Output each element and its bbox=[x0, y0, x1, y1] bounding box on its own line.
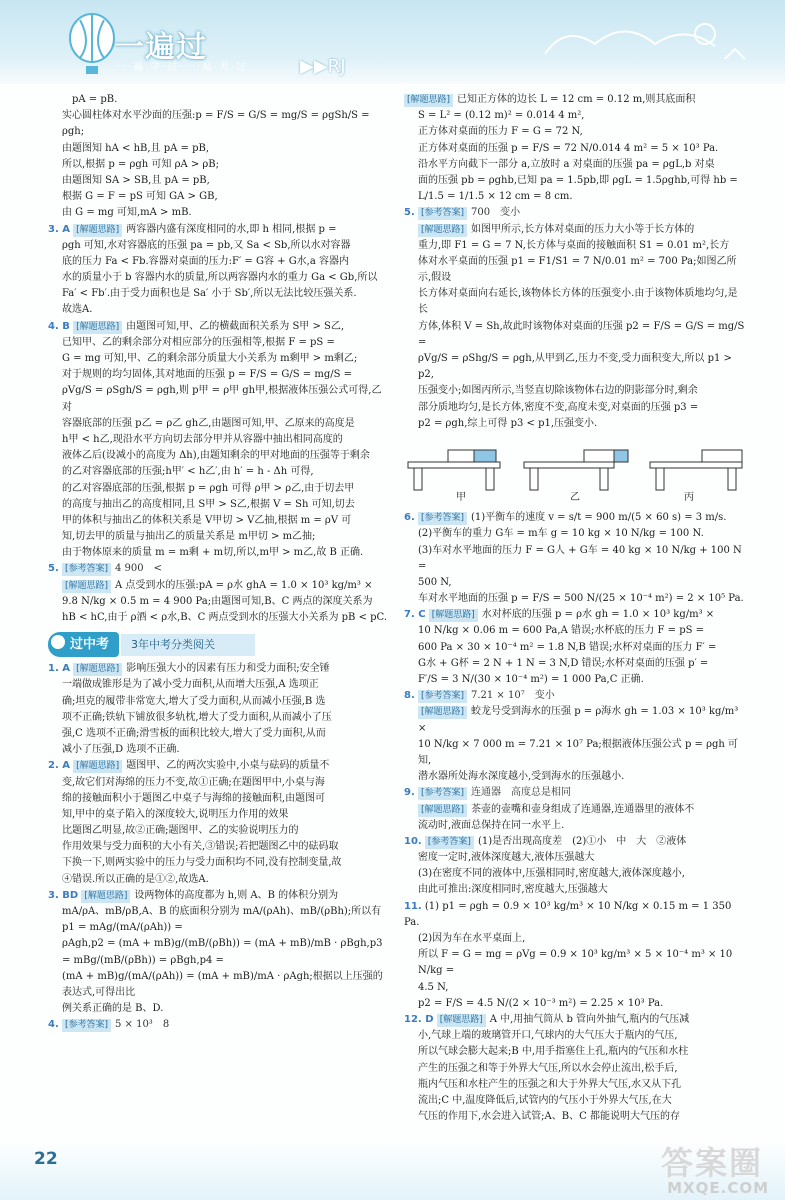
answer-tag: [参考答案] bbox=[418, 690, 467, 703]
text-line: 小,气球上端的玻璃管开口,气球内的大气压大于瓶内的气压, bbox=[418, 1030, 678, 1042]
question-number: 6. bbox=[404, 512, 415, 524]
text-line: 瓶内气压和水柱产生的压强之和大于外界大气压,水又从下孔 bbox=[418, 1078, 682, 1090]
text-line: 流出;C 中,温度降低后,试管内的气压小于外界大气压,在大 bbox=[418, 1094, 672, 1106]
solution-continued bbox=[404, 92, 746, 205]
question-number: 3. A bbox=[48, 223, 70, 235]
question-number: 7. C bbox=[404, 609, 426, 621]
question-number: 10. bbox=[404, 835, 422, 847]
text-line: G水 + G杯 = 2 N + 1 N = 3 N,D 错误;水杯对桌面的压强 p′ = bbox=[418, 657, 709, 669]
text-line: 项不正确;铁轨下铺放很多轨枕,增大了受力面积,从而减小了压 bbox=[62, 711, 332, 723]
figure-label: 甲 bbox=[456, 491, 466, 503]
text-line: 蛟龙号受到海水的压强 p = ρ海水 gh = 1.03 × 10³ kg/m³ × bbox=[418, 706, 739, 734]
solution-tag: [解题思路] bbox=[437, 1014, 486, 1027]
text-line: 已知正方体的边长 L = 12 cm = 0.12 m,则其底面积 bbox=[457, 94, 696, 105]
solution-tag: [解题思路] bbox=[418, 706, 467, 719]
text-line: 设两物体的高度都为 h,则 A、B 的体积分别为 bbox=[134, 889, 339, 901]
text-line: 所以 F = G = mg = ρVg = 0.9 × 10³ kg/m³ × 5 × 10⁻⁴ m³ × 10 N/kg = bbox=[418, 949, 733, 977]
text-line: S = L² = (0.12 m)² = 0.014 4 m², bbox=[418, 110, 585, 122]
text-line: 600 Pa × 30 × 10⁻⁴ m² = 1.8 N,B 错误;水杯对桌面的压力 F′ = bbox=[418, 641, 717, 653]
figure-label: 乙 bbox=[570, 491, 580, 503]
text-line: (1)是否出现高度差 (2)①小 中 大 ②液体 bbox=[477, 835, 687, 847]
text-line: 500 N, bbox=[418, 576, 452, 588]
text-line: 一端做成锥形是为了减小受力面积,从而增大压强,A 选项正 bbox=[62, 679, 319, 691]
text-line: ρVg/S = ρShg/S = ρgh,从甲到乙,压力不变,受力面积变大,所以 p1 > p2, bbox=[418, 353, 732, 381]
question-number: 8. bbox=[404, 690, 415, 702]
brand-subline: 一·遍·学·过·一·遍·考·过 bbox=[116, 62, 249, 73]
question-11 bbox=[404, 899, 746, 1012]
text-line: 已知甲、乙的剩余部分对相应部分的压强相等,根据 F = pS = bbox=[62, 336, 335, 348]
text-line: 液体乙后(设减小的高度为 Δh),由题知剩余的甲对地面的压强等于剩余 bbox=[62, 450, 370, 462]
text-line: 下换一下,则两实验中的压力与受力面积均不同,没有控制变量,故 bbox=[62, 857, 342, 869]
text-line: 产生的压强之和等于外界大气压,所以水会停止流出,松手后, bbox=[418, 1062, 678, 1074]
text-line: A 中,用抽气筒从 b 管向外抽气,瓶内的气压减 bbox=[489, 1013, 690, 1025]
question-number: 3. BD bbox=[48, 889, 79, 901]
answer-tag: [参考答案] bbox=[418, 787, 467, 800]
text-line: 9.8 N/kg × 0.5 m = 4 900 Pa;由题图可知,B、C 两点的深度关系为 bbox=[62, 595, 373, 607]
text-line: 潜水器所处海水深度越小,受到海水的压强越小. bbox=[418, 771, 625, 783]
answer-text: 700 变小 bbox=[470, 207, 521, 219]
text-line: Fa′ < Fb′.由于受力面积也是 Sa′ 小于 Sb′,所以无法比较压强关系. bbox=[62, 288, 357, 300]
text-line: L/1.5 = 1/1.5 × 12 cm = 8 cm. bbox=[418, 191, 573, 203]
question-number: 9. bbox=[404, 787, 415, 799]
text-line: 作用效果与受力面积的大小有关,③错误;若把题图乙中的砝码取 bbox=[62, 841, 339, 853]
text-line: 甲的体积与抽出乙的体积关系是 V甲切 > V乙抽,根据 m = ρV 可 bbox=[62, 514, 352, 526]
text-line: 底的压力 Fa < Fb.容器对桌面的压力:F′ = G容 + G水,a 容器内 bbox=[62, 255, 350, 267]
answer-text: 5 × 10³ 8 bbox=[114, 1019, 170, 1031]
text-line: 减小了压强,D 选项不正确. bbox=[62, 744, 180, 756]
text-line: 两容器内盛有深度相同的水,即 h 相同,根据 p = bbox=[126, 223, 337, 235]
question-number: 1. A bbox=[48, 663, 70, 675]
text-line: 方体,体积 V = Sh,故此时该物体对桌面的压强 p2 = F/S = G/S = mg/S = bbox=[418, 320, 745, 348]
question-number: 4. B bbox=[48, 320, 70, 332]
question-5 bbox=[48, 561, 388, 626]
question-number: 2. A bbox=[48, 760, 70, 772]
text-line: 根据 G = F = pS 可知 GA > GB, bbox=[62, 191, 218, 203]
text-line: 由题图知 SA > SB,且 pA = pB, bbox=[62, 174, 210, 186]
text-line: 重力,即 F1 = G = 7 N,长方体与桌面的接触面积 S1 = 0.01 m²,长方 bbox=[418, 239, 730, 251]
text-line: 10 N/kg × 7 000 m = 7.21 × 10⁷ Pa;根据液体压强公式 p = ρgh 可知, bbox=[418, 738, 738, 766]
text-line: 体对水平桌面的压强 p1 = F1/S1 = 7 N/0.01 m² = 700 Pa;如图乙所示,假设 bbox=[418, 255, 737, 284]
text-line: hB < hC,由于 ρ酒 < ρ水,B、C 两点受到水的压强大小关系为 pB < pC. bbox=[62, 612, 388, 623]
text-line: 面的压强 pb = ρghb,已知 pa = 1.5pb,即 ρgL = 1.5ρghb,可得 hb = bbox=[418, 174, 738, 186]
text-line: 车对水平地面的压强 p = F/S = 500 N/(25 × 10⁻⁴ m²) = 2 × 10⁵ Pa. bbox=[418, 593, 744, 605]
exam-question-4 bbox=[48, 1017, 388, 1033]
solution-tag: [解题思路] bbox=[73, 663, 122, 676]
question-4 bbox=[48, 319, 388, 562]
text-line: 的乙对容器底部的压强;h甲′ < h乙′,由 h′ = h - Δh 可得, bbox=[62, 466, 314, 478]
solution-tag: [解题思路] bbox=[81, 890, 130, 903]
question-9 bbox=[404, 785, 746, 834]
question-8 bbox=[404, 688, 746, 785]
text-line: 沿水平方向截下一部分 a,立放时 a 对桌面的压强 pa = ρgL,b 对桌 bbox=[418, 158, 715, 170]
watermark-url: MXQE.COM bbox=[667, 1179, 769, 1197]
right-column bbox=[404, 92, 746, 1125]
solution-tag: [解题思路] bbox=[73, 321, 122, 334]
text-line: 影响压强大小的因素有压力和受力面积;安全锤 bbox=[126, 663, 330, 675]
text-line: 比题图乙明显,故②正确;题图甲、乙的实验说明压力的 bbox=[62, 825, 299, 837]
text-line: 容器底部的压强 p乙 = ρ乙 gh乙,由题图可知,甲、乙原来的高度是 bbox=[62, 417, 355, 429]
question-number: 5. bbox=[48, 563, 59, 575]
text-line: 由题图知 hA < hB,且 pA = pB, bbox=[62, 142, 210, 154]
text-line: 茶壶的壶嘴和壶身组成了连通器,连通器里的液体不 bbox=[471, 803, 695, 815]
answer-tag: [参考答案] bbox=[418, 207, 467, 220]
text-line: 题图甲、乙的两次实验中,小桌与砝码的质量不 bbox=[126, 760, 330, 772]
text-line: 气压的作用下,水会进入试管;A、B、C 都能说明大气压的存 bbox=[418, 1111, 680, 1123]
watermark-text: 答案圈 bbox=[660, 1144, 763, 1182]
text-line: 10 N/kg × 0.06 m = 600 Pa,A 错误;水杯底的压力 F = pS = bbox=[418, 625, 705, 637]
answer-text: 4 900 < bbox=[114, 563, 162, 575]
text-line: 确;坦克的履带非常宽大,增大了受力面积,从而减小压强,B 选 bbox=[62, 695, 326, 707]
page-number: 22 bbox=[34, 1149, 58, 1169]
text-line: 部分质地均匀,是长方体,密度不变,高度未变,对桌面的压强 p3 = bbox=[418, 401, 699, 413]
figure-bing-icon bbox=[646, 436, 746, 492]
question-number: 12. D bbox=[404, 1013, 434, 1025]
question-5-right bbox=[404, 205, 746, 432]
text-line: 知,切去甲的质量与抽出乙的质量关系是 m甲切 > m乙抽; bbox=[62, 531, 316, 543]
text-line: 由于物体原来的质量 m = m剩 + m切,所以,m甲 > m乙,故 B 正确. bbox=[62, 547, 364, 559]
figure-jia-icon bbox=[404, 436, 504, 492]
section-header bbox=[48, 632, 388, 657]
intro-lines bbox=[48, 92, 388, 222]
text-line: ρAgh,p2 = (mA + mB)g/(mB/(ρBh)) = (mA + mB)/mB · ρBgh,p3 = mBg/(mB/(ρBh)) = ρBgh,p4 = bbox=[62, 938, 383, 966]
question-number: 5. bbox=[404, 207, 415, 219]
text-line: ρgh 可知,水对容器底的压强 pa = pb,又 Sa < Sb,所以水对容器 bbox=[62, 239, 351, 251]
text-line: (mA + mB)g/(mA/(ρAh)) = (mA + mB)/mA · ρAgh;根据以上压强的表达式,可得出比 bbox=[62, 970, 383, 998]
text-line: 的高度与抽出乙的高度相同,且 S甲 > S乙,根据 V = Sh 可知,切去 bbox=[62, 498, 355, 510]
solution-tag: [解题思路] bbox=[404, 94, 453, 107]
text-line: 所以气球会膨大起来;B 中,用手指塞住上孔,瓶内的气压和水柱 bbox=[418, 1046, 689, 1058]
figure-labels bbox=[404, 490, 746, 506]
brand-title: 一遍过 bbox=[114, 30, 207, 65]
text-line: 的乙对容器底部的压强,根据 p = ρgh 可得 ρ甲 > ρ乙,由于切去甲 bbox=[62, 482, 355, 494]
exam-question-2 bbox=[48, 758, 388, 888]
text-line: 由 G = mg 可知,mA > mB. bbox=[62, 207, 192, 219]
text-line: 实心圆柱体对水平沙面的压强:p = F/S = G/S = mg/S = ρgSh/S = ρgh; bbox=[62, 110, 370, 138]
section-title: 3年中考分类阅关 bbox=[121, 634, 255, 656]
text-line: 正方体对桌面的压力 F = G = 72 N, bbox=[418, 126, 583, 138]
text-line: 4.5 N, bbox=[418, 981, 449, 993]
edition-label: ▶▶RJ bbox=[300, 56, 346, 77]
left-column bbox=[48, 92, 388, 1034]
text-line: A 点受到水的压强:pA = ρ水 ghA = 1.0 × 10³ kg/m³ × bbox=[115, 579, 373, 591]
text-line: 例关系正确的是 B、D. bbox=[62, 1003, 164, 1015]
text-line: (2)因为车在水平桌面上, bbox=[418, 933, 526, 944]
question-number: 4. bbox=[48, 1019, 59, 1031]
solution-tag: [解题思路] bbox=[73, 224, 122, 237]
text-line: (1) p1 = ρgh = 0.9 × 10³ kg/m³ × 10 N/kg × 0.15 m = 1 350 Pa. bbox=[404, 900, 732, 928]
solution-tag: [解题思路] bbox=[73, 760, 122, 773]
balloon-logo-icon bbox=[62, 12, 122, 76]
text-line: 水的质量小于 b 容器内水的质量,所以两容器内水的重力 Ga < Gb,所以 bbox=[62, 272, 378, 284]
figure-label: 丙 bbox=[684, 491, 694, 503]
text-line: 水对杯底的压强 p = ρ水 gh = 1.0 × 10³ kg/m³ × bbox=[481, 609, 715, 621]
exam-question-3 bbox=[48, 888, 388, 1018]
text-line: G = mg 可知,甲、乙的剩余部分质量大小关系为 m剩甲 > m剩乙; bbox=[62, 353, 358, 364]
answer-text: 连通器 高度总是相同 bbox=[470, 787, 571, 799]
text-line: mA/ρA、mB/ρB,A、B 的底面积分别为 mA/(ρAh)、mB/(ρBh);所以有 p1 = mAg/(mA/(ρAh)) = bbox=[62, 906, 382, 934]
text-line: p2 = ρgh,综上可得 p3 < p1,压强变小. bbox=[418, 417, 598, 429]
text-line: 由题图可知,甲、乙的横截面积关系为 S甲 > S乙, bbox=[126, 320, 345, 332]
text-line: 密度一定时,液体深度越大,液体压强越大 bbox=[418, 852, 595, 864]
text-line: 流动时,液面总保持在同一水平上. bbox=[418, 819, 565, 831]
solution-tag: [解题思路] bbox=[62, 580, 111, 593]
text-line: h甲 < h乙,现沿水平方向切去部分甲并从容器中抽出相同高度的 bbox=[62, 433, 343, 445]
text-line: 绵的接触面积小于题图乙中桌子与海绵的接触面积,由题图可 bbox=[62, 792, 326, 804]
answer-text: 7.21 × 10⁷ 变小 bbox=[470, 690, 555, 702]
text-line: (2)平衡车的重力 G车 = m车 g = 10 kg × 10 N/kg = 100 N. bbox=[418, 528, 704, 540]
text-line: 知,甲中的桌子陷入的深度较大,说明压力作用的效果 bbox=[62, 808, 289, 820]
text-line: (3)车对水平地面的压力 F = G人 + G车 = 40 kg × 10 N/kg + 100 N = bbox=[418, 544, 742, 572]
text-line: p2 = F/S = 4.5 N/(2 × 10⁻³ m²) = 2.25 × 10³ Pa. bbox=[418, 997, 664, 1009]
text-line: 强,C 选项不正确;滑雪板的面积比较大,增大了受力面积,从而 bbox=[62, 727, 326, 739]
solution-tag: [解题思路] bbox=[429, 609, 478, 622]
answer-tag: [参考答案] bbox=[418, 512, 467, 525]
text-line: pA = pB. bbox=[72, 94, 118, 105]
solution-tag: [解题思路] bbox=[418, 804, 467, 817]
text-line: 对于规则的均匀固体,其对地面的压强 p = F/S = G/S = mg/S = bbox=[62, 369, 352, 381]
text-line: (3)在密度不同的液体中,压强相同时,密度越大,液体深度越小, bbox=[418, 868, 685, 880]
question-3 bbox=[48, 222, 388, 319]
text-line: 变,故它们对海绵的压力不变,故①正确;在题图甲中,小桌与海 bbox=[62, 776, 325, 788]
table-block-figure bbox=[404, 436, 746, 492]
question-7 bbox=[404, 607, 746, 688]
text-line: (1)平衡车的速度 v = s/t = 900 m/(5 × 60 s) = 3 m/s. bbox=[470, 512, 727, 524]
question-10 bbox=[404, 834, 746, 899]
answer-tag: [参考答案] bbox=[62, 563, 111, 576]
page-header bbox=[0, 0, 785, 84]
answer-tag: [参考答案] bbox=[425, 836, 474, 849]
text-line: 压强变小;如图丙所示,当竖直切除该物体右边的阴影部分时,剩余 bbox=[418, 385, 698, 397]
text-line: 正方体对桌面的压强 p = F/S = 72 N/0.014 4 m² = 5 × 10³ Pa. bbox=[418, 142, 719, 154]
text-line: 如图甲所示,长方体对桌面的压力大小等于长方体的 bbox=[471, 223, 695, 235]
question-6 bbox=[404, 510, 746, 607]
text-line: 由此可推出:深度相同时,密度越大,压强越大 bbox=[418, 884, 608, 896]
question-12 bbox=[404, 1012, 746, 1125]
answer-tag: [参考答案] bbox=[62, 1019, 111, 1032]
section-badge: 过中考 bbox=[48, 632, 119, 657]
text-line: 所以,根据 p = ρgh 可知 ρA > ρB; bbox=[62, 158, 220, 170]
question-number: 11. bbox=[404, 900, 422, 912]
text-line: ④错误.所以正确的是①②,故选A. bbox=[62, 873, 209, 885]
text-line: ρVg/S = ρSgh/S = ρgh,则 p甲 = ρ甲 gh甲,根据液体压强公式可得,乙对 bbox=[62, 385, 382, 413]
text-line: 长方体对桌面向右延长,该物体长方体的压强变小.由于该物体质地均匀,是长 bbox=[418, 288, 738, 316]
text-line: 故选A. bbox=[62, 304, 93, 316]
solution-tag: [解题思路] bbox=[418, 224, 467, 237]
text-line: F′/S = 3 N/(30 × 10⁻⁴ m²) = 1 000 Pa,C 正确. bbox=[418, 674, 644, 685]
cloud-decoration-icon bbox=[535, 14, 755, 74]
exam-question-1 bbox=[48, 661, 388, 758]
figure-yi-icon bbox=[520, 436, 630, 492]
